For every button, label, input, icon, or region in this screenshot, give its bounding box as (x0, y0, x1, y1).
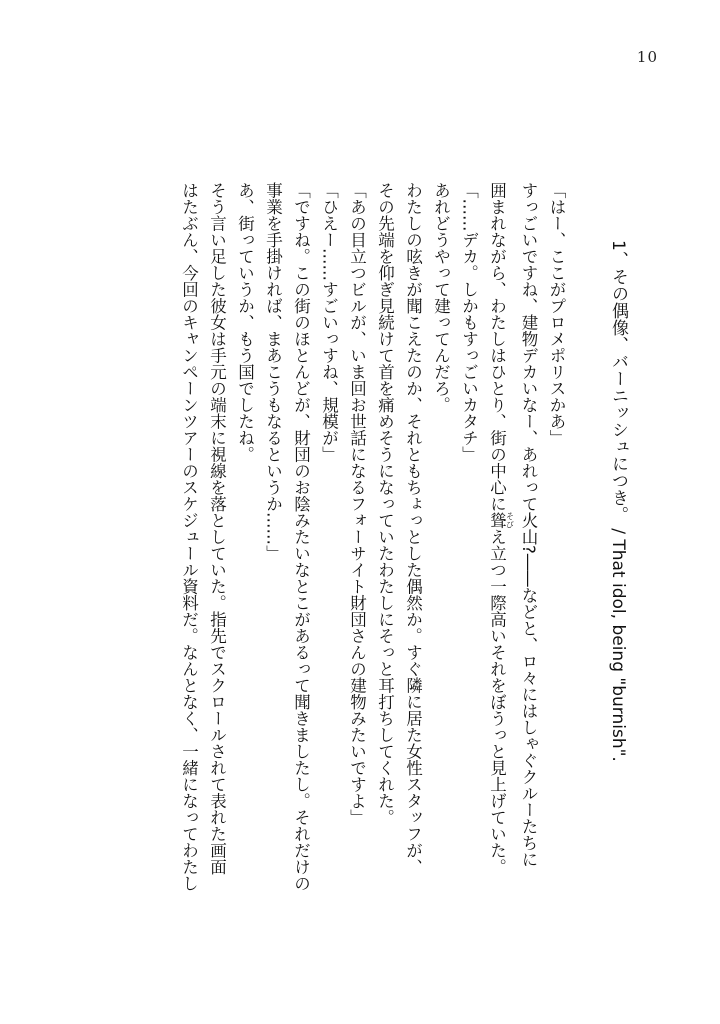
paragraph-line: すっごいですね、建物デカいなー、あれって火山?――などと、ロ々にはしゃぐクルーたちに (519, 182, 538, 868)
paragraph-line: わたしの呟きが聞こえたのか、それともちょっとした偶然か。すぐ隣に居た女性スタッフが、 (403, 182, 423, 875)
paragraph-line: そう言い足した彼女は手元の端末に視線を落としていた。指先でスクロールされて表れた画面 (207, 182, 227, 875)
paragraph-line: 「はー、ここがプロメポリスかあ」 (547, 182, 566, 446)
paragraph-line: 「……デカ。しかもすっごいカタチ」 (459, 182, 479, 463)
paragraph-line (483, 182, 515, 962)
paragraph-line: あれどうやって建ってんだろ。 (431, 182, 451, 413)
paragraph-line: はたぶん、今回のキャンペーンツアーのスケジュール資料だ。なんとなく、一緒になってわたし (179, 182, 199, 892)
paragraph-line: その先端を仰ぎ見続けて首を痛めそうになっていたわたしにそっと耳打ちしてくれた。 (375, 182, 395, 826)
paragraph-line: 「ですね。この街のほとんどが、財団のお陰みたいなとこがあるって聞きましたし。それだけの (291, 182, 311, 892)
paragraph-line: 「あの目立つビルが、いま回お世話になるフォーサイト財団さんの建物みたいですよ」 (347, 182, 367, 826)
page-number: 10 (636, 48, 658, 66)
paragraph-line: 事業を手掛ければ、まあこうもなるというか……」 (263, 182, 283, 562)
paragraph-line: あ、街っていうか、もう国でしたね。 (235, 182, 255, 463)
paragraph-line: 「ひえー……すごいっすね、規模が」 (319, 182, 339, 463)
ruby-annotation: 聳 そび (487, 512, 515, 529)
chapter-title: 1、その偶像、バーニッシュにつき。 / That idol, being "burnish". (608, 240, 628, 762)
paragraph-line-part: え立つ一際高いそれをぼうっと見上げていた。 (487, 528, 507, 875)
paragraph-line-part: 囲まれながら、わたしはひとり、街の中心に (487, 182, 507, 512)
novel-text-block (175, 182, 633, 962)
